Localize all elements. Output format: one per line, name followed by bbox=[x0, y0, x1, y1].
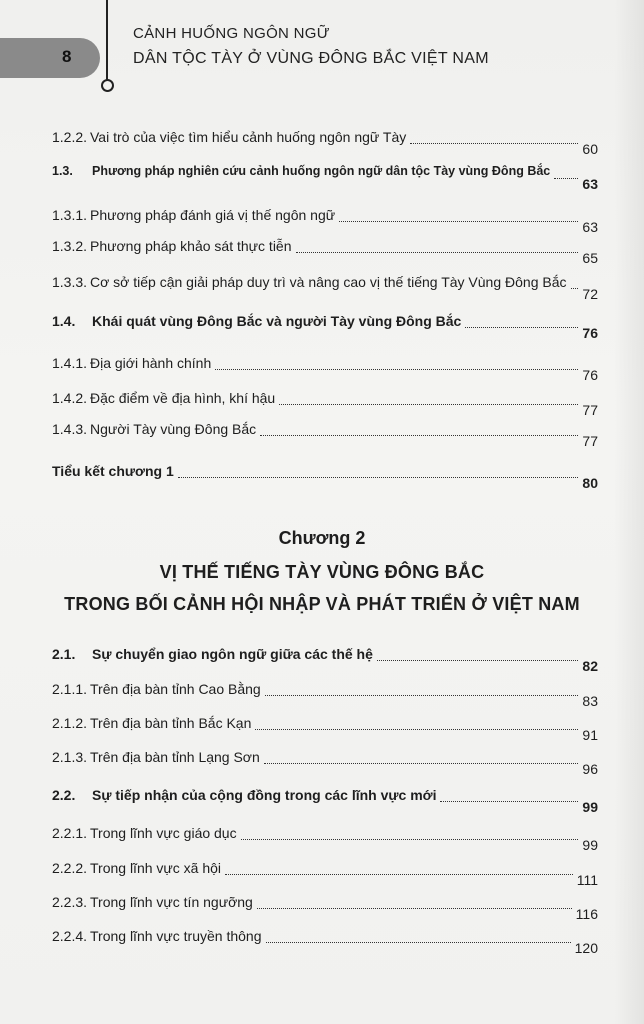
chapter-title-line1: VỊ THẾ TIẾNG TÀY VÙNG ĐÔNG BẮC bbox=[159, 562, 485, 582]
toc-entry-page: 82 bbox=[582, 658, 598, 674]
page-number: 8 bbox=[62, 47, 72, 66]
toc-leader-dots bbox=[440, 801, 578, 802]
toc-entry bbox=[52, 421, 598, 449]
running-title-line2: DÂN TỘC TÀY Ở VÙNG ĐÔNG BẮC VIỆT NAM bbox=[133, 50, 489, 67]
toc-entry-label bbox=[52, 646, 373, 662]
toc-entry-page: 72 bbox=[582, 286, 598, 302]
toc-leader-dots bbox=[215, 369, 578, 370]
toc-entry-title: Phương pháp đánh giá vị thế ngôn ngữ bbox=[90, 207, 336, 223]
toc-entry bbox=[52, 313, 598, 341]
toc-leader-dots bbox=[178, 477, 578, 478]
toc-entry-title: Trong lĩnh vực truyền thông bbox=[90, 928, 262, 944]
toc-leader-dots bbox=[241, 839, 578, 840]
toc-entry-number: 2.2. bbox=[52, 787, 76, 803]
toc-leader-dots bbox=[554, 178, 578, 179]
toc-leader-dots bbox=[255, 729, 578, 730]
toc-leader-dots bbox=[257, 908, 572, 909]
toc-entry bbox=[52, 390, 598, 418]
toc-entry-page: 76 bbox=[582, 367, 598, 383]
toc-entry-label bbox=[52, 355, 211, 371]
toc-leader-dots bbox=[465, 327, 578, 328]
toc-entry-label bbox=[52, 825, 237, 841]
toc-leader-dots bbox=[260, 435, 578, 436]
toc-entry-label bbox=[52, 207, 335, 223]
toc-entry-page: 60 bbox=[582, 141, 598, 157]
toc-leader-dots bbox=[377, 660, 578, 661]
toc-leader-dots bbox=[279, 404, 578, 405]
toc-entry-label bbox=[52, 463, 174, 479]
toc-entry bbox=[52, 787, 598, 815]
toc-entry-page: 91 bbox=[582, 727, 598, 743]
toc-entry-number: 1.4.2. bbox=[52, 390, 88, 406]
toc-entry-label bbox=[52, 749, 260, 765]
toc-entry-number: 1.3.3. bbox=[52, 274, 88, 290]
toc-entry-label bbox=[52, 928, 262, 944]
toc-entry-title: Trong lĩnh vực giáo dục bbox=[90, 825, 237, 841]
header-divider bbox=[106, 0, 108, 82]
toc-entry-page: 111 bbox=[576, 872, 598, 888]
toc-entry bbox=[52, 825, 598, 853]
toc-leader-dots bbox=[410, 143, 578, 144]
toc-entry-label bbox=[52, 129, 406, 145]
toc-entry bbox=[52, 681, 598, 709]
toc-entry-number: 1.4.1. bbox=[52, 355, 88, 371]
toc-entry-title: Sự chuyển giao ngôn ngữ giữa các thế hệ bbox=[92, 646, 373, 662]
toc-entry-title: Trên địa bàn tỉnh Cao Bằng bbox=[90, 681, 261, 697]
toc-entry-number: 1.2.2. bbox=[52, 129, 88, 145]
toc-entry-title: Đặc điểm về địa hình, khí hậu bbox=[90, 390, 276, 406]
toc-entry-page: 120 bbox=[574, 940, 598, 956]
toc-leader-dots bbox=[296, 252, 578, 253]
toc-entry-page: 99 bbox=[582, 799, 598, 815]
toc-entry-page: 63 bbox=[582, 219, 598, 235]
toc-leader-dots bbox=[266, 942, 571, 943]
toc-entry bbox=[52, 646, 598, 674]
toc-entry-title: Tiểu kết chương 1 bbox=[52, 463, 174, 479]
page-number-tab bbox=[0, 38, 100, 78]
chapter-title-line2: TRONG BỐI CẢNH HỘI NHẬP VÀ PHÁT TRIỂN Ở VIỆT NAM bbox=[64, 594, 580, 614]
toc-entry-label bbox=[52, 860, 221, 876]
toc-entry-number: 2.2.2. bbox=[52, 860, 88, 876]
toc-entry-label bbox=[52, 390, 275, 406]
toc-entry-page: 63 bbox=[582, 176, 598, 192]
toc-entry-number: 1.3.1. bbox=[52, 207, 88, 223]
toc-leader-dots bbox=[571, 288, 578, 289]
toc-leader-dots bbox=[265, 695, 578, 696]
toc-entry-label bbox=[52, 313, 461, 329]
toc-entry bbox=[52, 274, 598, 302]
toc-entry-label bbox=[52, 164, 550, 178]
toc-entry-title: Phương pháp khảo sát thực tiễn bbox=[90, 238, 292, 254]
toc-entry-title: Phương pháp nghiên cứu cảnh huống ngôn ngữ dân tộc Tày vùng Đông Bắc bbox=[92, 164, 551, 178]
toc-entry-title: Khái quát vùng Đông Bắc và người Tày vùng Đông Bắc bbox=[92, 313, 462, 329]
toc-entry-title: Trên địa bàn tỉnh Lạng Sơn bbox=[90, 749, 260, 765]
toc-entry-label bbox=[52, 894, 253, 910]
toc-entry-number: 2.2.4. bbox=[52, 928, 88, 944]
toc-entry bbox=[52, 164, 598, 192]
toc-entry-page: 99 bbox=[582, 837, 598, 853]
toc-entry-label bbox=[52, 787, 436, 803]
toc-entry-number: 2.1.2. bbox=[52, 715, 88, 731]
toc-entry bbox=[52, 749, 598, 777]
toc-entry-title: Vai trò của việc tìm hiểu cảnh huống ngôn ngữ Tày bbox=[90, 129, 407, 145]
chapter-label: Chương 2 bbox=[278, 528, 366, 548]
toc-entry-number: 2.1.3. bbox=[52, 749, 88, 765]
toc-entry-page: 80 bbox=[582, 475, 598, 491]
toc-entry-page: 96 bbox=[582, 761, 598, 777]
toc-entry-number: 1.4. bbox=[52, 313, 76, 329]
toc-leader-dots bbox=[225, 874, 573, 875]
toc-entry-page: 77 bbox=[582, 433, 598, 449]
toc-entry bbox=[52, 355, 598, 383]
toc-entry-page: 77 bbox=[582, 402, 598, 418]
toc-entry-number: 1.3.2. bbox=[52, 238, 88, 254]
toc-entry bbox=[52, 207, 598, 235]
toc-entry-title: Trên địa bàn tỉnh Bắc Kạn bbox=[90, 715, 252, 731]
toc-entry bbox=[52, 928, 598, 956]
toc-entry-page: 65 bbox=[582, 250, 598, 266]
toc-entry-label bbox=[52, 274, 567, 290]
toc-leader-dots bbox=[264, 763, 578, 764]
toc-entry bbox=[52, 860, 598, 888]
toc-entry-title: Trong lĩnh vực xã hội bbox=[90, 860, 222, 876]
toc-entry bbox=[52, 238, 598, 266]
toc-entry-title: Địa giới hành chính bbox=[90, 355, 212, 371]
toc-entry-page: 76 bbox=[582, 325, 598, 341]
toc-entry bbox=[52, 463, 598, 491]
toc-entry bbox=[52, 129, 598, 157]
toc-entry-title: Sự tiếp nhận của cộng đồng trong các lĩnh vực mới bbox=[92, 787, 437, 803]
toc-entry-page: 83 bbox=[582, 693, 598, 709]
toc-entry-number: 1.3. bbox=[52, 164, 73, 178]
page-edge-shadow bbox=[614, 0, 644, 1024]
toc-entry bbox=[52, 894, 598, 922]
toc-entry-number: 1.4.3. bbox=[52, 421, 88, 437]
toc-entry-title: Trong lĩnh vực tín ngưỡng bbox=[90, 894, 253, 910]
toc-entry-number: 2.2.3. bbox=[52, 894, 88, 910]
header-divider-dot bbox=[101, 79, 114, 92]
toc-entry-page: 116 bbox=[575, 906, 598, 922]
toc-entry-number: 2.1.1. bbox=[52, 681, 88, 697]
toc-entry-title: Người Tày vùng Đông Bắc bbox=[90, 421, 257, 437]
toc-entry-number: 2.2.1. bbox=[52, 825, 88, 841]
toc-entry bbox=[52, 715, 598, 743]
running-title-line1: CẢNH HUỐNG NGÔN NGỮ bbox=[133, 25, 330, 42]
toc-entry-label bbox=[52, 681, 261, 697]
toc-entry-number: 2.1. bbox=[52, 646, 76, 662]
toc-entry-title: Cơ sở tiếp cận giải pháp duy trì và nâng cao vị thế tiếng Tày Vùng Đông Bắc bbox=[90, 274, 567, 290]
toc-entry-label bbox=[52, 238, 292, 254]
toc-entry-label bbox=[52, 715, 251, 731]
toc-entry-label bbox=[52, 421, 256, 437]
toc-leader-dots bbox=[339, 221, 578, 222]
